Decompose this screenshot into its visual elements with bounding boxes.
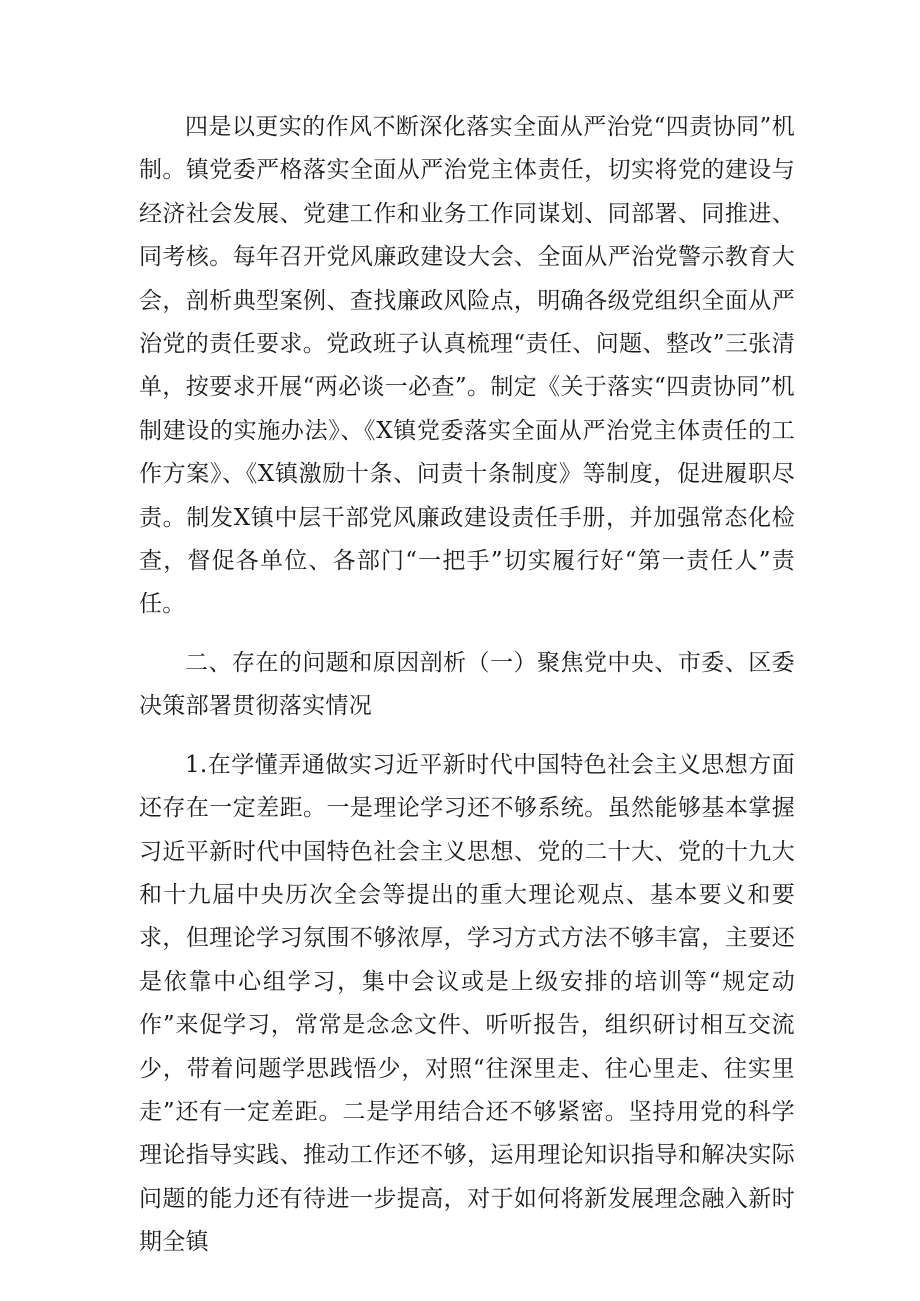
- paragraph-gap: [139, 729, 795, 744]
- section-heading-problems: 二、存在的问题和原因剖析（一）聚焦党中央、市委、区委决策部署贯彻落实情况: [139, 649, 795, 720]
- paragraph-theory-study: 1.在学懂弄通做实习近平新时代中国特色社会主义思想方面还存在一定差距。一是理论学习还不够系统。虽然能够基本掌握习近平新时代中国特色社会主义思想、党的二十大、党的十九大和十九届中央历次全会等提出的重大理论观点、基本要义和要求，但理论学习氛围不够浓厚，学习方式方法不够丰富，主要还是依靠中心组学习，集中会议或是上级安排的培训等“规定动作”来促学习，常常是念念文件、听听报告，组织研讨相互交流少，带着问题学思践悟少，对照“往深里走、往心里走、往实里走”还有一定差距。二是学用结合还不够紧密。坚持用党的科学理论指导实践、推动工作还不够，运用理论知识指导和解决实际问题的能力还有待进一步提高，对于如何将新发展理念融入新时期全镇: [139, 751, 795, 1256]
- paragraph-gap: [139, 627, 795, 642]
- paragraph-four-responsibilities: 四是以更实的作风不断深化落实全面从严治党“四责协同”机制。镇党委严格落实全面从严治党主体责任，切实将党的建设与经济社会发展、党建工作和业务工作同谋划、同部署、同推进、同考核。每年召开党风廉政建设大会、全面从严治党警示教育大会，剖析典型案例、查找廉政风险点，明确各级党组织全面从严治党的责任要求。党政班子认真梳理“责任、问题、整改”三张清单，按要求开展“两必谈一必查”。制定《关于落实“四责协同”机制建设的实施办法》、《X镇党委落实全面从严治党主体责任的工作方案》、《X镇激励十条、问责十条制度》等制度，促进履职尽责。制发X镇中层干部党风廉政建设责任手册，并加强常态化检查，督促各单位、各部门“一把手”切实履行好“第一责任人”责任。: [139, 114, 795, 618]
- document-body: [139, 106, 795, 1265]
